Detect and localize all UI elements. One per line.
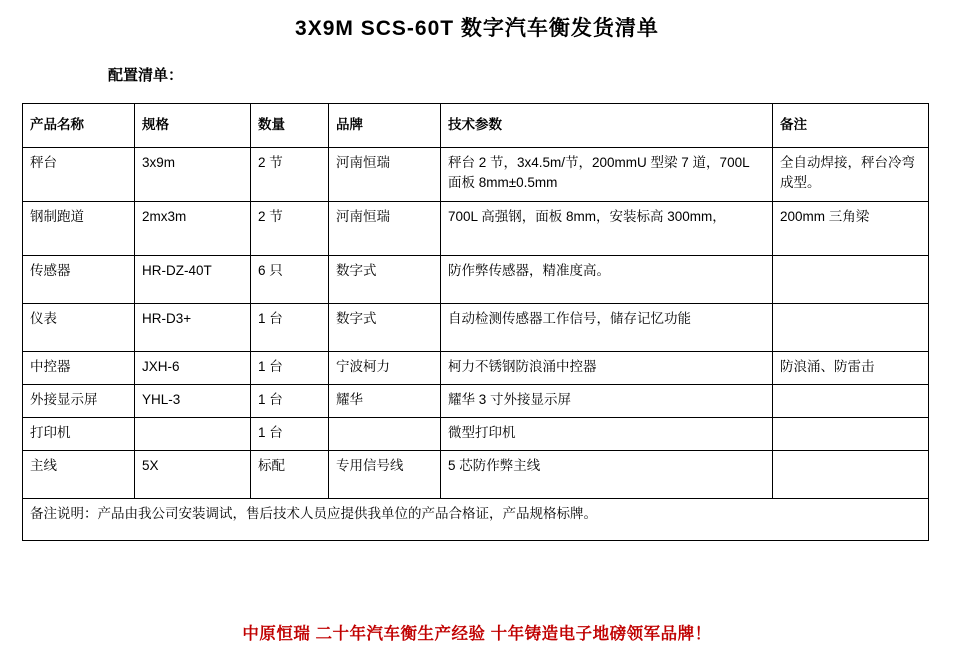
config-list-label: 配置清单： (108, 67, 184, 84)
cell-spec: YHL-3 (135, 385, 251, 418)
cell-brand: 宁波柯力 (329, 352, 441, 385)
cell-qty: 1 台 (251, 418, 329, 451)
cell-name: 主线 (23, 451, 135, 499)
cell-brand: 河南恒瑞 (329, 148, 441, 202)
table-header-row (23, 104, 929, 148)
column-header-brand: 品牌 (329, 104, 441, 148)
cell-brand: 耀华 (329, 385, 441, 418)
column-header-spec: 规格 (135, 104, 251, 148)
table-row (23, 148, 929, 202)
cell-brand: 河南恒瑞 (329, 202, 441, 256)
table-row (23, 385, 929, 418)
cell-tech: 防作弊传感器，精准度高。 (441, 256, 773, 304)
cell-tech: 5 芯防作弊主线 (441, 451, 773, 499)
cell-name: 外接显示屏 (23, 385, 135, 418)
table-row (23, 256, 929, 304)
cell-brand: 专用信号线 (329, 451, 441, 499)
page-title: 3X9M SCS-60T 数字汽车衡发货清单 (295, 17, 659, 40)
cell-tech: 秤台 2 节，3x4.5m/节，200mmU 型梁 7 道，700L 面板 8mm±0.5mm (441, 148, 773, 202)
table-row (23, 352, 929, 385)
cell-brand: 数字式 (329, 304, 441, 352)
cell-spec: HR-D3+ (135, 304, 251, 352)
cell-tech: 柯力不锈钢防浪涌中控器 (441, 352, 773, 385)
cell-tech: 耀华 3 寸外接显示屏 (441, 385, 773, 418)
cell-qty: 6 只 (251, 256, 329, 304)
spec-table (22, 103, 929, 541)
cell-qty: 标配 (251, 451, 329, 499)
cell-note (773, 451, 929, 499)
cell-qty: 1 台 (251, 385, 329, 418)
cell-qty: 1 台 (251, 304, 329, 352)
cell-name: 打印机 (23, 418, 135, 451)
cell-spec: HR-DZ-40T (135, 256, 251, 304)
cell-name: 中控器 (23, 352, 135, 385)
cell-tech: 微型打印机 (441, 418, 773, 451)
cell-qty: 2 节 (251, 202, 329, 256)
column-header-name: 产品名称 (23, 104, 135, 148)
company-slogan: 中原恒瑞 二十年汽车衡生产经验 十年铸造电子地磅领军品牌！ (242, 625, 712, 643)
cell-note: 防浪涌、防雷击 (773, 352, 929, 385)
cell-brand: 数字式 (329, 256, 441, 304)
cell-note (773, 304, 929, 352)
cell-note (773, 418, 929, 451)
cell-qty: 1 台 (251, 352, 329, 385)
cell-brand (329, 418, 441, 451)
table-row (23, 418, 929, 451)
cell-spec: 3x9m (135, 148, 251, 202)
remark-cell: 备注说明：产品由我公司安装调试，售后技术人员应提供我单位的产品合格证，产品规格标牌。 (23, 499, 929, 541)
cell-note: 全自动焊接，秤台冷弯成型。 (773, 148, 929, 202)
cell-tech: 自动检测传感器工作信号，储存记忆功能 (441, 304, 773, 352)
cell-tech: 700L 高强钢，面板 8mm，安装标高 300mm， (441, 202, 773, 256)
cell-name: 秤台 (23, 148, 135, 202)
cell-note (773, 385, 929, 418)
cell-spec: JXH-6 (135, 352, 251, 385)
table-row (23, 451, 929, 499)
cell-name: 传感器 (23, 256, 135, 304)
cell-note: 200mm 三角梁 (773, 202, 929, 256)
column-header-note: 备注 (773, 104, 929, 148)
table-row (23, 202, 929, 256)
cell-note (773, 256, 929, 304)
cell-spec: 2mx3m (135, 202, 251, 256)
cell-spec (135, 418, 251, 451)
cell-name: 仪表 (23, 304, 135, 352)
table-row (23, 304, 929, 352)
table-footer-row (23, 499, 929, 541)
column-header-tech: 技术参数 (441, 104, 773, 148)
column-header-qty: 数量 (251, 104, 329, 148)
cell-qty: 2 节 (251, 148, 329, 202)
cell-name: 钢制跑道 (23, 202, 135, 256)
cell-spec: 5X (135, 451, 251, 499)
